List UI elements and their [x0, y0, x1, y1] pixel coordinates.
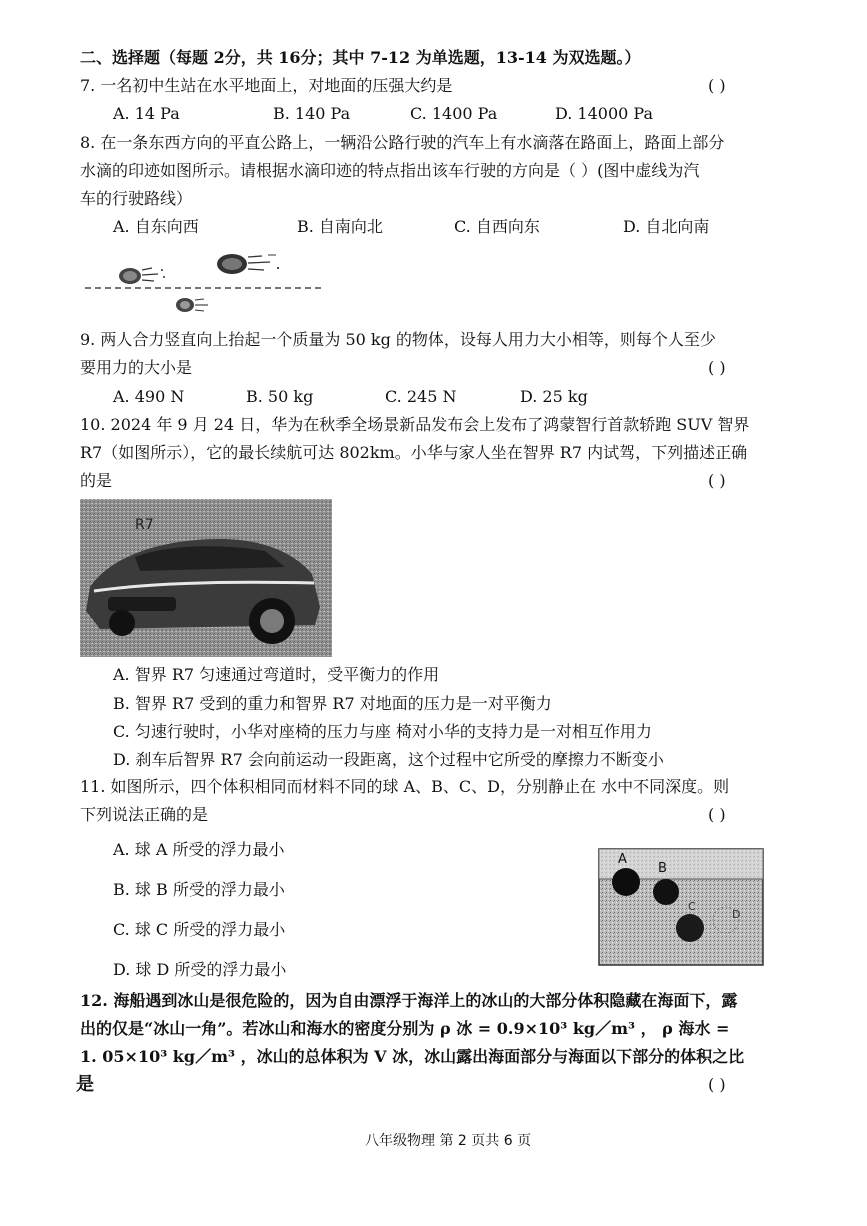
q10-option-c: C. 匀速行驶时，小华对座椅的压力与座 椅对小华的支持力是一对相互作用力: [113, 722, 652, 741]
q10-answer-paren: ( ): [708, 471, 726, 490]
water-drop-mark-3: [176, 298, 208, 312]
q11-option-c: C. 球 C 所受的浮力最小: [113, 920, 286, 939]
q8-stem-line2: 水滴的印迹如图所示。请根据水滴印迹的特点指出该车行驶的方向是（ ）(图中虚线为汽: [80, 161, 700, 180]
q10-option-b: B. 智界 R7 受到的重力和智界 R7 对地面的压力是一对平衡力: [113, 694, 552, 713]
q12-stem-line2: 出的仅是“冰山一角”。若冰山和海水的密度分别为 ρ 冰 = 0.9×10³ kg／m³ ， ρ 海水 =: [80, 1019, 730, 1038]
q10-option-a: A. 智界 R7 匀速通过弯道时，受平衡力的作用: [113, 665, 440, 684]
car-photo: [80, 499, 332, 657]
q8-stem-line3: 车的行驶路线）: [80, 189, 193, 208]
q9-option-d: D. 25 kg: [520, 387, 588, 406]
q9-stem-line1: 9. 两人合力竖直向上抬起一个质量为 50 kg 的物体，设每人用力大小相等，则每个人至少: [80, 330, 716, 349]
q11-option-d: D. 球 D 所受的浮力最小: [113, 960, 287, 979]
q7-option-b: B. 140 Pa: [273, 104, 351, 123]
water-drop-figure: [80, 248, 330, 318]
water-drop-mark-2: [217, 254, 279, 274]
q11-option-b: B. 球 B 所受的浮力最小: [113, 880, 285, 899]
ball-c: [676, 914, 704, 942]
balls-in-water-figure: [598, 848, 764, 966]
q8-option-c: C. 自西向东: [454, 217, 540, 236]
ball-b: [653, 879, 679, 905]
q11-answer-paren: ( ): [708, 805, 726, 824]
q12-stem-line1: 12. 海船遇到冰山是很危险的，因为自由漂浮于海洋上的冰山的大部分体积隐藏在海面下，露: [80, 991, 738, 1010]
q10-stem-line2: R7（如图所示），它的最长续航可达 802km。小华与家人坐在智界 R7 内试驾，下列描述正确: [80, 443, 748, 462]
q7-stem: 7. 一名初中生站在水平地面上，对地面的压强大约是: [80, 76, 453, 95]
page-footer: 八年级物理 第 2 页共 6 页: [365, 1133, 532, 1149]
q12-stem-line4: 是: [76, 1074, 94, 1095]
q10-option-d: D. 刹车后智界 R7 会向前运动一段距离，这个过程中它所受的摩擦力不断变小: [113, 750, 664, 769]
q9-option-c: C. 245 N: [385, 387, 457, 406]
q11-stem-line1: 11. 如图所示，四个体积相同而材料不同的球 A、B、C、D，分别静止在 水中不同深度。则: [80, 777, 730, 796]
water-drop-mark-1: [119, 268, 165, 284]
car-badge-text: R7: [135, 517, 154, 533]
q7-option-a: A. 14 Pa: [113, 104, 180, 123]
section-header: 二、选择题（每题 2分，共 16分；其中 7-12 为单选题，13-14 为双选题。）: [80, 48, 641, 67]
q10-stem-line1: 10. 2024 年 9 月 24 日，华为在秋季全场景新品发布会上发布了鸿蒙智行首款轿跑 SUV 智界: [80, 415, 750, 434]
car-grille: [108, 597, 176, 611]
q12-stem-line3: 1. 05×10³ kg／m³ ，冰山的总体积为 V 冰，冰山露出海面部分与海面以下部分的体积之比: [80, 1047, 745, 1066]
q9-answer-paren: ( ): [708, 358, 726, 377]
q10-stem-line3: 的是: [80, 471, 113, 490]
ball-a: [612, 868, 640, 896]
q12-answer-paren: ( ): [708, 1075, 726, 1094]
q7-answer-paren: ( ): [708, 76, 726, 95]
q7-option-c: C. 1400 Pa: [410, 104, 498, 123]
q8-stem-line1: 8. 在一条东西方向的平直公路上，一辆沿公路行驶的汽车上有水滴落在路面上，路面上部分: [80, 133, 725, 152]
ball-d-label: D: [732, 908, 741, 921]
ball-b-label: B: [658, 861, 667, 876]
q9-stem-line2: 要用力的大小是: [80, 358, 193, 377]
q9-option-b: B. 50 kg: [246, 387, 314, 406]
q11-stem-line2: 下列说法正确的是: [80, 805, 209, 824]
q8-option-a: A. 自东向西: [113, 217, 199, 236]
ball-c-label: C: [688, 900, 696, 913]
q8-option-b: B. 自南向北: [297, 217, 383, 236]
q8-option-d: D. 自北向南: [623, 217, 710, 236]
ball-a-label: A: [618, 852, 627, 867]
q7-option-d: D. 14000 Pa: [555, 104, 653, 123]
q11-option-a: A. 球 A 所受的浮力最小: [113, 840, 285, 859]
q9-option-a: A. 490 N: [113, 387, 185, 406]
